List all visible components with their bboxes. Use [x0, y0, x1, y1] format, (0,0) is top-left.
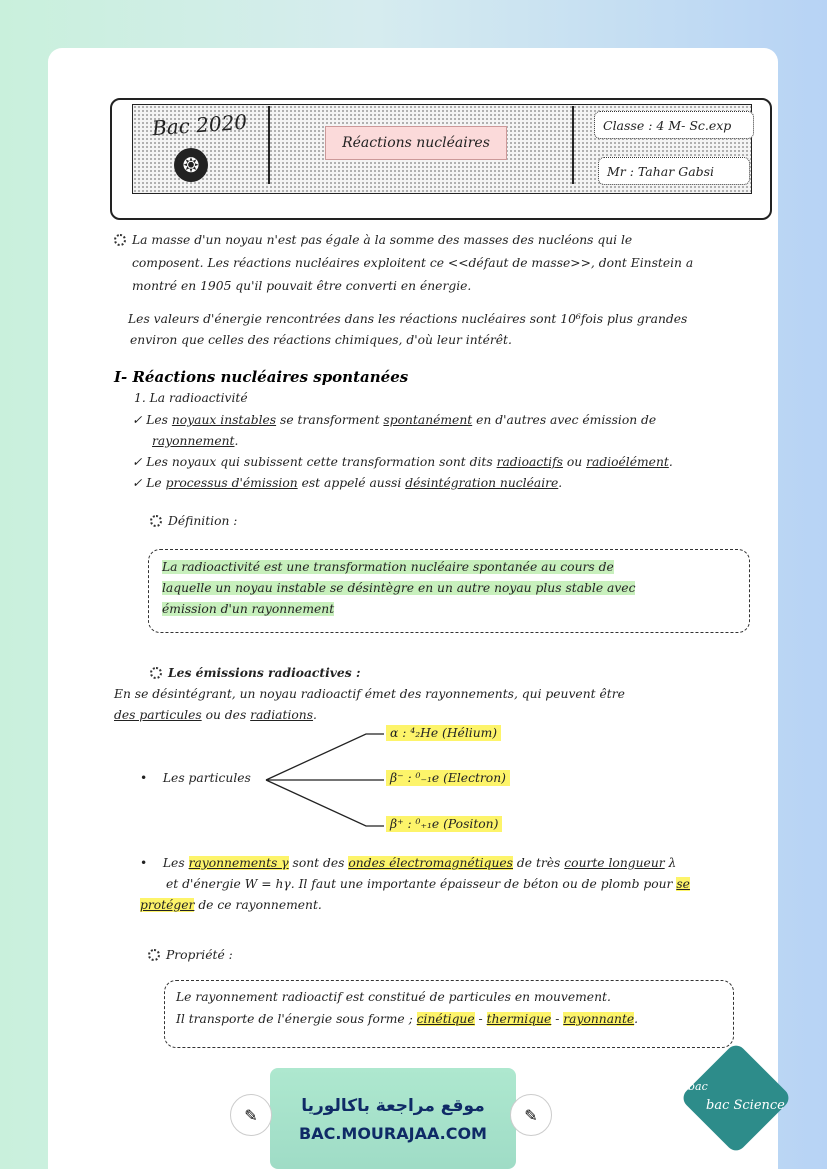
definition-line-1-text: La radioactivité est une transformation nucléaire spontanée au cours de: [162, 560, 614, 574]
c1c: se transforment: [276, 413, 384, 427]
c1f: rayonnement: [152, 434, 235, 448]
emissions-line-2: [114, 708, 317, 722]
check-icon: ✓: [132, 413, 147, 427]
definition-line-2-text: laquelle un noyau instable se désintègre en un autre noyau plus stable avec: [162, 581, 636, 595]
c2e: .: [668, 455, 673, 469]
dot-bullet-icon: •: [140, 771, 163, 785]
check-icon: ✓: [132, 455, 147, 469]
badge-small-text: bac: [688, 1080, 708, 1093]
p-l2d: thermique: [486, 1012, 552, 1026]
branch-beta-plus-line: [266, 780, 384, 826]
c3c: est appelé aussi: [297, 476, 406, 490]
emissions-heading: [150, 665, 360, 680]
gamma-line-1: [140, 856, 676, 870]
alpha-particle: α : ⁴₂He (Hélium): [386, 725, 501, 741]
p-l2a: Il transporte de l'énergie sous forme ;: [176, 1012, 417, 1026]
g2b: se: [676, 877, 690, 891]
flower-bullet-icon: [148, 949, 160, 961]
dot-bullet-icon: •: [140, 856, 163, 870]
teacher-box: [598, 157, 750, 185]
g3a: protéger: [140, 898, 195, 912]
c1d: spontanément: [383, 413, 473, 427]
section-1-heading: I- Réactions nucléaires spontanées: [114, 368, 409, 386]
bac-year: Bac 2020: [151, 109, 248, 141]
c2b: radioactifs: [496, 455, 563, 469]
footer-logo-left-icon: ✎: [230, 1094, 272, 1136]
gamma-line-2: [166, 877, 690, 891]
header-divider-right: [572, 106, 574, 184]
particles-label-text: Les particules: [162, 771, 251, 785]
c1e: en d'autres avec émission de: [472, 413, 657, 427]
e-l2a: des particules: [114, 708, 202, 722]
c3a: Le: [146, 476, 166, 490]
footer-logo-right-icon: ✎: [510, 1094, 552, 1136]
e-l2c: radiations: [250, 708, 314, 722]
g1c: sont des: [288, 856, 349, 870]
c3e: .: [558, 476, 563, 490]
checklist-item-1: [132, 413, 656, 427]
definition-line-3-text: émission d'un rayonnement: [162, 602, 335, 616]
course-title-text: Réactions nucléaires: [342, 135, 490, 151]
e-l2d: .: [313, 708, 317, 722]
g1g: λ: [664, 856, 677, 870]
e-l2b: ou des: [201, 708, 251, 722]
intro-para2-line-2: environ que celles des réactions chimiques, d'où leur intérêt.: [130, 333, 512, 347]
c1a: Les: [146, 413, 172, 427]
course-title: [325, 126, 507, 160]
footer-arabic-text: موقع مراجعة باكالوريا: [301, 1096, 485, 1116]
class-box: [594, 111, 754, 139]
definition-line-2: [162, 581, 635, 595]
property-heading: [148, 948, 233, 962]
particles-label: [140, 771, 251, 785]
property-line-2: [176, 1012, 638, 1026]
gamma-line-3: [140, 898, 322, 912]
property-heading-text: Propriété :: [166, 948, 233, 962]
g1d: ondes électromagnétiques: [348, 856, 513, 870]
definition-heading: [150, 514, 237, 528]
particles-branch-diagram: [262, 728, 386, 832]
p-l2e: -: [551, 1012, 564, 1026]
branch-alpha-line: [266, 734, 384, 780]
intro-line-1: [114, 233, 632, 247]
c2c: ou: [562, 455, 587, 469]
flower-bullet-icon: [150, 667, 162, 679]
header-divider-left: [268, 106, 270, 184]
teacher-label: Mr : Tahar Gabsi: [607, 163, 715, 179]
g1e: de très: [512, 856, 565, 870]
class-label: Classe : 4 M- Sc.exp: [603, 117, 732, 133]
flower-bullet-icon: [114, 234, 126, 246]
logo-emblem-icon: ❂: [174, 148, 208, 182]
definition-line-1: [162, 560, 614, 574]
c1b: noyaux instables: [171, 413, 277, 427]
footer-banner[interactable]: [270, 1068, 516, 1169]
g1a: Les: [162, 856, 189, 870]
c3d: désintégration nucléaire: [405, 476, 559, 490]
c3b: processus d'émission: [165, 476, 298, 490]
definition-line-3: [162, 602, 334, 616]
p-l2f: rayonnante: [563, 1012, 635, 1026]
checklist-item-1-cont: [152, 434, 238, 448]
property-line-1: Le rayonnement radioactif est constitué de particules en mouvement.: [176, 990, 611, 1004]
c2d: radioélément: [586, 455, 669, 469]
p-l2c: -: [474, 1012, 487, 1026]
section-1-subtitle: 1. La radioactivité: [134, 391, 248, 405]
p-l2g: .: [634, 1012, 639, 1026]
beta-minus-particle: β⁻ : ⁰₋₁e (Electron): [386, 770, 510, 786]
c1g: .: [234, 434, 239, 448]
beta-plus-particle: β⁺ : ⁰₊₁e (Positon): [386, 816, 502, 832]
checklist-item-3: [132, 476, 562, 490]
g1b: rayonnements γ: [188, 856, 289, 870]
intro-line-3: montré en 1905 qu'il pouvait être converti en énergie.: [132, 279, 472, 293]
g1f: courte longueur: [564, 856, 665, 870]
flower-bullet-icon: [150, 515, 162, 527]
checklist-item-2: [132, 455, 673, 469]
badge-text: bac Science: [706, 1098, 785, 1113]
emissions-heading-text: Les émissions radioactives :: [168, 665, 361, 680]
g3b: de ce rayonnement.: [194, 898, 322, 912]
intro-line-2: composent. Les réactions nucléaires exploitent ce <<défaut de masse>>, dont Einstein a: [132, 256, 694, 270]
c2a: Les noyaux qui subissent cette transformation sont dits: [146, 455, 497, 469]
g2: et d'énergie W = hγ. Il faut une importante épaisseur de béton ou de plomb pour: [166, 877, 677, 891]
footer-url-link[interactable]: BAC.MOURAJAA.COM: [299, 1124, 487, 1143]
definition-heading-text: Définition :: [168, 514, 238, 528]
intro-para2-line-1: Les valeurs d'énergie rencontrées dans les réactions nucléaires sont 10⁶fois plus grandes: [128, 312, 688, 326]
emissions-line-1: En se désintégrant, un noyau radioactif émet des rayonnements, qui peuvent être: [114, 687, 625, 701]
p-l2b: cinétique: [416, 1012, 475, 1026]
intro-line-1-text: La masse d'un noyau n'est pas égale à la somme des masses des nucléons qui le: [132, 233, 633, 247]
check-icon: ✓: [132, 476, 147, 490]
